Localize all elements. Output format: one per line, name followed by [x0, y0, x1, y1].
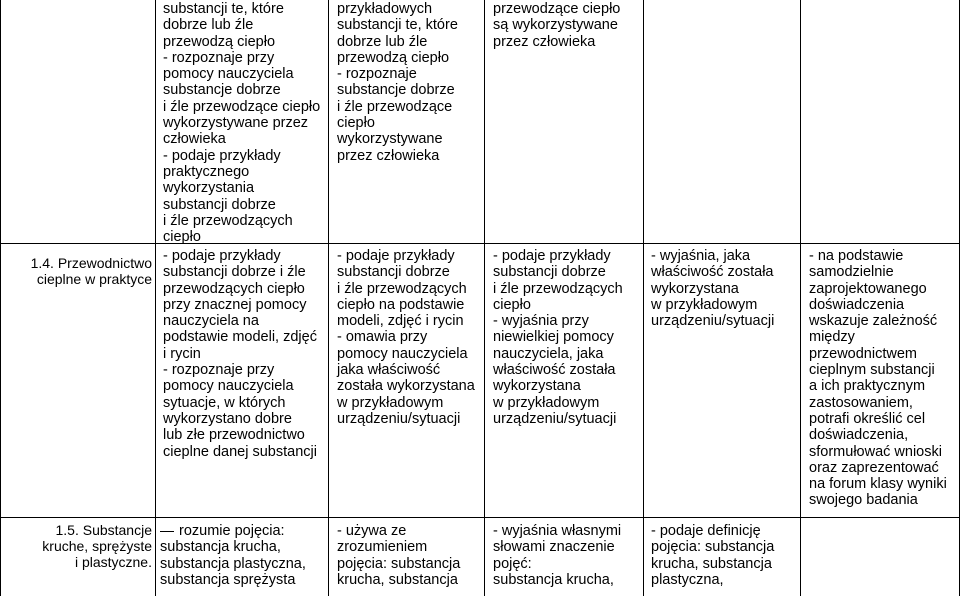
row1-col3-cell: - podaje przykłady substancji dobrze i źle przewodzących ciepło - wyjaśnia przy niewielkiej pomocy nauczyciela, jaka właściwość została wykorzystana w przykładowym urządzeniu/sytuacji: [493, 248, 623, 427]
row1-col5-cell: - na podstawie samodzielnie zaprojektowanego doświadczenia wskazuje zależność między przewodnictwem cieplnym substancji a ich praktycznym zastosowaniem, potrafi określić cel doświadczenia, sformułować wnioski oraz zaprezentować na forum klasy wyniki swojego badania: [809, 248, 947, 509]
dash-bullet-icon: [160, 531, 174, 532]
row1-col4-cell: - wyjaśnia, jaka właściwość została wykorzystana w przykładowym urządzeniu/sytuacji: [651, 248, 775, 330]
row2-topic-cell: 1.5. Substancje kruche, sprężyste i plastyczne.: [42, 522, 152, 570]
row2-col1-text: rozumie pojęcia: substancja krucha, substancja plastyczna, substancja sprężysta: [160, 523, 306, 588]
row2-col1-cell: [160, 523, 320, 588]
row2-col2-cell: - używa ze zrozumieniem pojęcia: substancja krucha, substancja: [337, 523, 461, 588]
row0-col2-cell: przykładowych substancji te, które dobrze lub źle przewodzą ciepło - rozpoznaje substancje dobrze i źle przewodzące ciepło wykorzystywane przez człowieka: [337, 1, 458, 164]
row0-col1-cell: substancji te, które dobrze lub źle przewodzą ciepło - rozpoznaje przy pomocy nauczyciela substancje dobrze i źle przewodzące ciepło wykorzystywane przez człowieka - podaje przykłady praktycznego wykorzystania substancji dobrze i źle przewodzących ciepło: [163, 1, 321, 246]
row0-col3-cell: przewodzące ciepło są wykorzystywane przez człowieka: [493, 1, 621, 50]
row1-col2-cell: - podaje przykłady substancji dobrze i źle przewodzących ciepło na podstawie modeli, zdjęć i rycin - omawia przy pomocy nauczyciela jaka właściwość została wykorzystana w przykładowym urządzeniu/sytuacji: [337, 248, 475, 427]
row1-topic-cell: 1.4. Przewodnictwo cieplne w praktyce: [30, 255, 152, 287]
row2-col3-cell: - wyjaśnia własnymi słowami znaczenie pojęć: substancja krucha,: [493, 523, 622, 588]
row2-col4-cell: - podaje definicję pojęcia: substancja krucha, substancja plastyczna,: [651, 523, 775, 588]
row1-col1-cell: - podaje przykłady substancji dobrze i źle przewodzących ciepło przy znacznej pomocy nauczyciela na podstawie modeli, zdjęć i rycin - rozpoznaje przy pomocy nauczyciela sytuacje, w których wykorzystano dobre lub złe przewodnictwo cieplne danej substancji: [163, 248, 317, 460]
